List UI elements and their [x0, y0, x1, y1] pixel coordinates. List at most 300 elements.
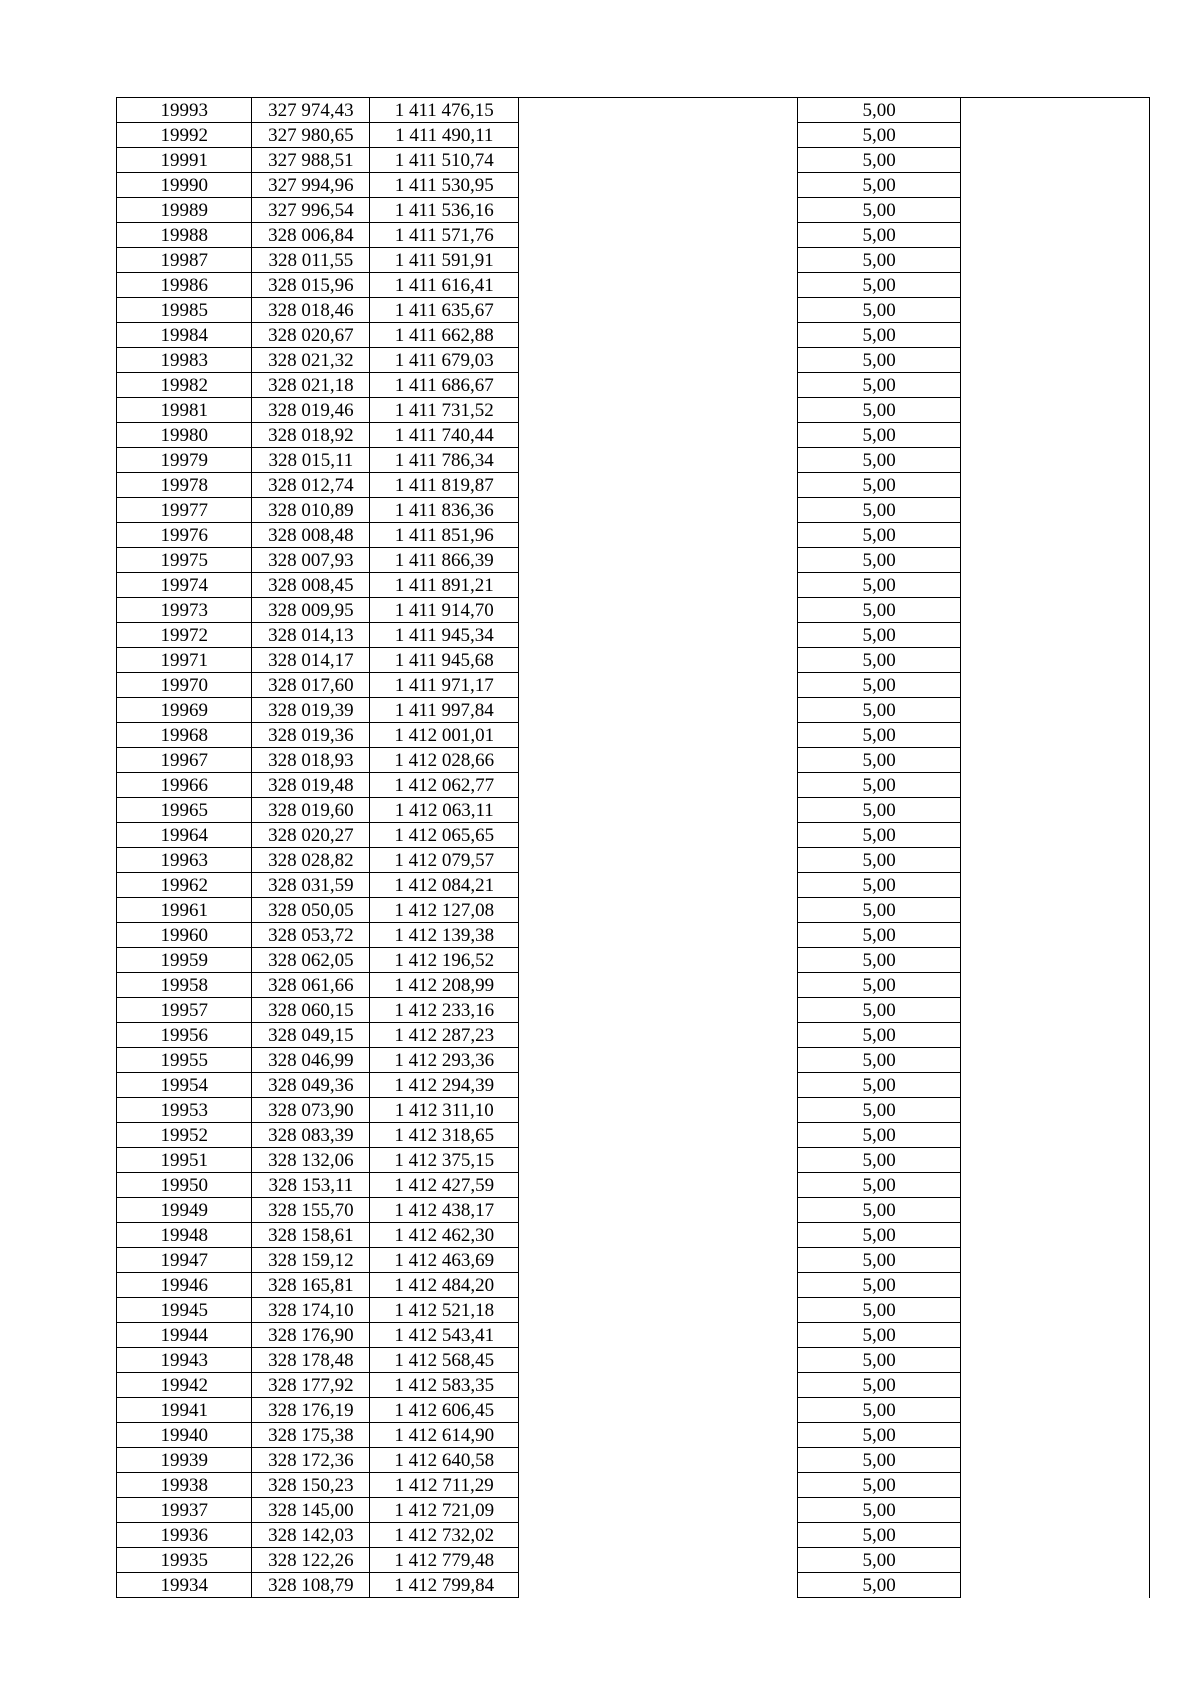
y-coordinate-cell: 1 412 799,84 — [370, 1573, 519, 1598]
description-cell — [519, 148, 798, 173]
accuracy-cell: 5,00 — [798, 698, 961, 723]
x-coordinate-cell: 328 021,18 — [252, 373, 370, 398]
point-number-cell: 19969 — [117, 698, 252, 723]
y-coordinate-cell: 1 412 139,38 — [370, 923, 519, 948]
y-coordinate-cell: 1 412 065,65 — [370, 823, 519, 848]
description-cell — [519, 948, 798, 973]
table-row — [117, 273, 1150, 298]
table-row — [117, 998, 1150, 1023]
description-cell — [519, 248, 798, 273]
x-coordinate-cell: 327 974,43 — [252, 98, 370, 123]
table-row — [117, 98, 1150, 123]
point-number-cell: 19941 — [117, 1398, 252, 1423]
point-number-cell: 19955 — [117, 1048, 252, 1073]
note-cell — [961, 1173, 1150, 1198]
description-cell — [519, 1123, 798, 1148]
point-number-cell: 19971 — [117, 648, 252, 673]
x-coordinate-cell: 328 060,15 — [252, 998, 370, 1023]
note-cell — [961, 498, 1150, 523]
x-coordinate-cell: 328 122,26 — [252, 1548, 370, 1573]
note-cell — [961, 1348, 1150, 1373]
point-number-cell: 19956 — [117, 1023, 252, 1048]
note-cell — [961, 473, 1150, 498]
table-row — [117, 1223, 1150, 1248]
table-row — [117, 1073, 1150, 1098]
point-number-cell: 19986 — [117, 273, 252, 298]
y-coordinate-cell: 1 412 614,90 — [370, 1423, 519, 1448]
table-row — [117, 798, 1150, 823]
x-coordinate-cell: 328 178,48 — [252, 1348, 370, 1373]
accuracy-cell: 5,00 — [798, 1048, 961, 1073]
accuracy-cell: 5,00 — [798, 498, 961, 523]
note-cell — [961, 698, 1150, 723]
x-coordinate-cell: 328 014,17 — [252, 648, 370, 673]
note-cell — [961, 573, 1150, 598]
x-coordinate-cell: 328 132,06 — [252, 1148, 370, 1173]
point-number-cell: 19958 — [117, 973, 252, 998]
accuracy-cell: 5,00 — [798, 973, 961, 998]
description-cell — [519, 298, 798, 323]
accuracy-cell: 5,00 — [798, 273, 961, 298]
note-cell — [961, 1548, 1150, 1573]
x-coordinate-cell: 328 019,36 — [252, 723, 370, 748]
accuracy-cell: 5,00 — [798, 623, 961, 648]
description-cell — [519, 1223, 798, 1248]
note-cell — [961, 423, 1150, 448]
note-cell — [961, 548, 1150, 573]
description-cell — [519, 1173, 798, 1198]
note-cell — [961, 1248, 1150, 1273]
x-coordinate-cell: 328 018,92 — [252, 423, 370, 448]
point-number-cell: 19954 — [117, 1073, 252, 1098]
description-cell — [519, 673, 798, 698]
description-cell — [519, 473, 798, 498]
x-coordinate-cell: 328 011,55 — [252, 248, 370, 273]
description-cell — [519, 898, 798, 923]
accuracy-cell: 5,00 — [798, 1523, 961, 1548]
table-row — [117, 748, 1150, 773]
point-number-cell: 19974 — [117, 573, 252, 598]
point-number-cell: 19992 — [117, 123, 252, 148]
accuracy-cell: 5,00 — [798, 773, 961, 798]
description-cell — [519, 723, 798, 748]
y-coordinate-cell: 1 412 063,11 — [370, 798, 519, 823]
y-coordinate-cell: 1 411 866,39 — [370, 548, 519, 573]
table-row — [117, 1373, 1150, 1398]
note-cell — [961, 98, 1150, 123]
accuracy-cell: 5,00 — [798, 873, 961, 898]
point-number-cell: 19993 — [117, 98, 252, 123]
note-cell — [961, 1423, 1150, 1448]
note-cell — [961, 873, 1150, 898]
description-cell — [519, 1198, 798, 1223]
y-coordinate-cell: 1 412 293,36 — [370, 1048, 519, 1073]
table-row — [117, 923, 1150, 948]
y-coordinate-cell: 1 412 427,59 — [370, 1173, 519, 1198]
point-number-cell: 19952 — [117, 1123, 252, 1148]
note-cell — [961, 973, 1150, 998]
description-cell — [519, 98, 798, 123]
y-coordinate-cell: 1 411 536,16 — [370, 198, 519, 223]
x-coordinate-cell: 328 015,96 — [252, 273, 370, 298]
accuracy-cell: 5,00 — [798, 398, 961, 423]
table-row — [117, 1348, 1150, 1373]
x-coordinate-cell: 328 050,05 — [252, 898, 370, 923]
point-number-cell: 19983 — [117, 348, 252, 373]
y-coordinate-cell: 1 412 711,29 — [370, 1473, 519, 1498]
description-cell — [519, 423, 798, 448]
table-row — [117, 1423, 1150, 1448]
note-cell — [961, 948, 1150, 973]
x-coordinate-cell: 328 108,79 — [252, 1573, 370, 1598]
y-coordinate-cell: 1 412 462,30 — [370, 1223, 519, 1248]
point-number-cell: 19953 — [117, 1098, 252, 1123]
table-row — [117, 1323, 1150, 1348]
accuracy-cell: 5,00 — [798, 923, 961, 948]
table-row — [117, 1148, 1150, 1173]
note-cell — [961, 1473, 1150, 1498]
point-number-cell: 19988 — [117, 223, 252, 248]
table-row — [117, 473, 1150, 498]
x-coordinate-cell: 328 145,00 — [252, 1498, 370, 1523]
point-number-cell: 19957 — [117, 998, 252, 1023]
table-row — [117, 1023, 1150, 1048]
description-cell — [519, 923, 798, 948]
x-coordinate-cell: 328 018,93 — [252, 748, 370, 773]
point-number-cell: 19963 — [117, 848, 252, 873]
point-number-cell: 19978 — [117, 473, 252, 498]
x-coordinate-cell: 328 062,05 — [252, 948, 370, 973]
y-coordinate-cell: 1 412 568,45 — [370, 1348, 519, 1373]
x-coordinate-cell: 328 177,92 — [252, 1373, 370, 1398]
y-coordinate-cell: 1 412 062,77 — [370, 773, 519, 798]
table-row — [117, 1273, 1150, 1298]
note-cell — [961, 273, 1150, 298]
note-cell — [961, 898, 1150, 923]
description-cell — [519, 698, 798, 723]
x-coordinate-cell: 328 008,48 — [252, 523, 370, 548]
table-row — [117, 398, 1150, 423]
point-number-cell: 19961 — [117, 898, 252, 923]
y-coordinate-cell: 1 412 640,58 — [370, 1448, 519, 1473]
note-cell — [961, 598, 1150, 623]
description-cell — [519, 498, 798, 523]
note-cell — [961, 673, 1150, 698]
accuracy-cell: 5,00 — [798, 823, 961, 848]
point-number-cell: 19967 — [117, 748, 252, 773]
y-coordinate-cell: 1 412 721,09 — [370, 1498, 519, 1523]
table-row — [117, 848, 1150, 873]
table-row — [117, 348, 1150, 373]
point-number-cell: 19985 — [117, 298, 252, 323]
note-cell — [961, 623, 1150, 648]
y-coordinate-cell: 1 412 779,48 — [370, 1548, 519, 1573]
note-cell — [961, 1123, 1150, 1148]
point-number-cell: 19936 — [117, 1523, 252, 1548]
table-row — [117, 1498, 1150, 1523]
table-row — [117, 1298, 1150, 1323]
y-coordinate-cell: 1 411 971,17 — [370, 673, 519, 698]
note-cell — [961, 798, 1150, 823]
note-cell — [961, 148, 1150, 173]
x-coordinate-cell: 327 996,54 — [252, 198, 370, 223]
point-number-cell: 19949 — [117, 1198, 252, 1223]
table-row — [117, 673, 1150, 698]
table-row — [117, 1448, 1150, 1473]
description-cell — [519, 748, 798, 773]
x-coordinate-cell: 328 049,36 — [252, 1073, 370, 1098]
table-row — [117, 448, 1150, 473]
table-row — [117, 598, 1150, 623]
table-row — [117, 623, 1150, 648]
accuracy-cell: 5,00 — [798, 1473, 961, 1498]
accuracy-cell: 5,00 — [798, 1323, 961, 1348]
y-coordinate-cell: 1 411 819,87 — [370, 473, 519, 498]
x-coordinate-cell: 328 158,61 — [252, 1223, 370, 1248]
accuracy-cell: 5,00 — [798, 148, 961, 173]
description-cell — [519, 173, 798, 198]
point-number-cell: 19975 — [117, 548, 252, 573]
description-cell — [519, 573, 798, 598]
note-cell — [961, 373, 1150, 398]
point-number-cell: 19981 — [117, 398, 252, 423]
note-cell — [961, 523, 1150, 548]
accuracy-cell: 5,00 — [798, 1573, 961, 1598]
accuracy-cell: 5,00 — [798, 248, 961, 273]
x-coordinate-cell: 328 028,82 — [252, 848, 370, 873]
y-coordinate-cell: 1 411 510,74 — [370, 148, 519, 173]
description-cell — [519, 323, 798, 348]
description-cell — [519, 1398, 798, 1423]
accuracy-cell: 5,00 — [798, 1398, 961, 1423]
y-coordinate-cell: 1 411 997,84 — [370, 698, 519, 723]
table-row — [117, 898, 1150, 923]
table-row — [117, 698, 1150, 723]
note-cell — [961, 923, 1150, 948]
accuracy-cell: 5,00 — [798, 373, 961, 398]
coordinates-table-body — [117, 98, 1150, 1598]
point-number-cell: 19970 — [117, 673, 252, 698]
y-coordinate-cell: 1 411 476,15 — [370, 98, 519, 123]
note-cell — [961, 1323, 1150, 1348]
x-coordinate-cell: 328 015,11 — [252, 448, 370, 473]
accuracy-cell: 5,00 — [798, 723, 961, 748]
note-cell — [961, 1573, 1150, 1598]
accuracy-cell: 5,00 — [798, 123, 961, 148]
description-cell — [519, 773, 798, 798]
table-row — [117, 1198, 1150, 1223]
table-row — [117, 523, 1150, 548]
y-coordinate-cell: 1 412 001,01 — [370, 723, 519, 748]
table-row — [117, 223, 1150, 248]
accuracy-cell: 5,00 — [798, 673, 961, 698]
point-number-cell: 19938 — [117, 1473, 252, 1498]
description-cell — [519, 1323, 798, 1348]
point-number-cell: 19937 — [117, 1498, 252, 1523]
y-coordinate-cell: 1 411 530,95 — [370, 173, 519, 198]
x-coordinate-cell: 328 020,67 — [252, 323, 370, 348]
note-cell — [961, 773, 1150, 798]
accuracy-cell: 5,00 — [798, 1023, 961, 1048]
description-cell — [519, 398, 798, 423]
accuracy-cell: 5,00 — [798, 948, 961, 973]
x-coordinate-cell: 328 006,84 — [252, 223, 370, 248]
accuracy-cell: 5,00 — [798, 1348, 961, 1373]
point-number-cell: 19964 — [117, 823, 252, 848]
x-coordinate-cell: 328 031,59 — [252, 873, 370, 898]
y-coordinate-cell: 1 412 318,65 — [370, 1123, 519, 1148]
y-coordinate-cell: 1 412 079,57 — [370, 848, 519, 873]
x-coordinate-cell: 328 019,48 — [252, 773, 370, 798]
accuracy-cell: 5,00 — [798, 223, 961, 248]
point-number-cell: 19951 — [117, 1148, 252, 1173]
table-row — [117, 1398, 1150, 1423]
note-cell — [961, 1223, 1150, 1248]
accuracy-cell: 5,00 — [798, 1498, 961, 1523]
accuracy-cell: 5,00 — [798, 848, 961, 873]
y-coordinate-cell: 1 411 679,03 — [370, 348, 519, 373]
table-row — [117, 498, 1150, 523]
point-number-cell: 19947 — [117, 1248, 252, 1273]
description-cell — [519, 523, 798, 548]
x-coordinate-cell: 328 165,81 — [252, 1273, 370, 1298]
y-coordinate-cell: 1 411 851,96 — [370, 523, 519, 548]
note-cell — [961, 1298, 1150, 1323]
x-coordinate-cell: 328 019,46 — [252, 398, 370, 423]
description-cell — [519, 1098, 798, 1123]
x-coordinate-cell: 328 053,72 — [252, 923, 370, 948]
note-cell — [961, 248, 1150, 273]
description-cell — [519, 973, 798, 998]
table-row — [117, 973, 1150, 998]
table-row — [117, 1098, 1150, 1123]
point-number-cell: 19944 — [117, 1323, 252, 1348]
y-coordinate-cell: 1 412 233,16 — [370, 998, 519, 1023]
x-coordinate-cell: 328 083,39 — [252, 1123, 370, 1148]
note-cell — [961, 823, 1150, 848]
point-number-cell: 19934 — [117, 1573, 252, 1598]
accuracy-cell: 5,00 — [798, 1248, 961, 1273]
y-coordinate-cell: 1 411 786,34 — [370, 448, 519, 473]
y-coordinate-cell: 1 412 196,52 — [370, 948, 519, 973]
accuracy-cell: 5,00 — [798, 1123, 961, 1148]
point-number-cell: 19972 — [117, 623, 252, 648]
accuracy-cell: 5,00 — [798, 548, 961, 573]
description-cell — [519, 1298, 798, 1323]
x-coordinate-cell: 328 021,32 — [252, 348, 370, 373]
accuracy-cell: 5,00 — [798, 298, 961, 323]
description-cell — [519, 198, 798, 223]
description-cell — [519, 1248, 798, 1273]
point-number-cell: 19987 — [117, 248, 252, 273]
table-row — [117, 373, 1150, 398]
y-coordinate-cell: 1 412 543,41 — [370, 1323, 519, 1348]
x-coordinate-cell: 328 175,38 — [252, 1423, 370, 1448]
y-coordinate-cell: 1 412 028,66 — [370, 748, 519, 773]
description-cell — [519, 348, 798, 373]
x-coordinate-cell: 328 020,27 — [252, 823, 370, 848]
table-row — [117, 123, 1150, 148]
description-cell — [519, 1473, 798, 1498]
note-cell — [961, 1023, 1150, 1048]
x-coordinate-cell: 328 172,36 — [252, 1448, 370, 1473]
description-cell — [519, 623, 798, 648]
accuracy-cell: 5,00 — [798, 198, 961, 223]
point-number-cell: 19977 — [117, 498, 252, 523]
note-cell — [961, 1498, 1150, 1523]
x-coordinate-cell: 328 017,60 — [252, 673, 370, 698]
accuracy-cell: 5,00 — [798, 473, 961, 498]
x-coordinate-cell: 328 008,45 — [252, 573, 370, 598]
note-cell — [961, 348, 1150, 373]
note-cell — [961, 1198, 1150, 1223]
x-coordinate-cell: 328 019,60 — [252, 798, 370, 823]
note-cell — [961, 223, 1150, 248]
accuracy-cell: 5,00 — [798, 173, 961, 198]
table-row — [117, 823, 1150, 848]
accuracy-cell: 5,00 — [798, 1198, 961, 1223]
accuracy-cell: 5,00 — [798, 323, 961, 348]
accuracy-cell: 5,00 — [798, 448, 961, 473]
point-number-cell: 19948 — [117, 1223, 252, 1248]
accuracy-cell: 5,00 — [798, 1073, 961, 1098]
table-row — [117, 1548, 1150, 1573]
point-number-cell: 19965 — [117, 798, 252, 823]
accuracy-cell: 5,00 — [798, 798, 961, 823]
table-row — [117, 1248, 1150, 1273]
accuracy-cell: 5,00 — [798, 1298, 961, 1323]
table-row — [117, 1473, 1150, 1498]
y-coordinate-cell: 1 411 662,88 — [370, 323, 519, 348]
accuracy-cell: 5,00 — [798, 348, 961, 373]
y-coordinate-cell: 1 412 084,21 — [370, 873, 519, 898]
y-coordinate-cell: 1 412 127,08 — [370, 898, 519, 923]
y-coordinate-cell: 1 412 463,69 — [370, 1248, 519, 1273]
description-cell — [519, 848, 798, 873]
y-coordinate-cell: 1 412 375,15 — [370, 1148, 519, 1173]
note-cell — [961, 648, 1150, 673]
description-cell — [519, 1448, 798, 1473]
x-coordinate-cell: 328 061,66 — [252, 973, 370, 998]
note-cell — [961, 1523, 1150, 1548]
table-row — [117, 323, 1150, 348]
description-cell — [519, 1373, 798, 1398]
note-cell — [961, 1148, 1150, 1173]
description-cell — [519, 1073, 798, 1098]
x-coordinate-cell: 328 046,99 — [252, 1048, 370, 1073]
description-cell — [519, 1023, 798, 1048]
description-cell — [519, 1573, 798, 1598]
table-row — [117, 948, 1150, 973]
note-cell — [961, 748, 1150, 773]
point-number-cell: 19966 — [117, 773, 252, 798]
description-cell — [519, 1523, 798, 1548]
y-coordinate-cell: 1 411 571,76 — [370, 223, 519, 248]
note-cell — [961, 1373, 1150, 1398]
x-coordinate-cell: 328 049,15 — [252, 1023, 370, 1048]
note-cell — [961, 398, 1150, 423]
note-cell — [961, 1098, 1150, 1123]
point-number-cell: 19939 — [117, 1448, 252, 1473]
x-coordinate-cell: 328 174,10 — [252, 1298, 370, 1323]
note-cell — [961, 123, 1150, 148]
accuracy-cell: 5,00 — [798, 423, 961, 448]
point-number-cell: 19962 — [117, 873, 252, 898]
y-coordinate-cell: 1 411 945,34 — [370, 623, 519, 648]
accuracy-cell: 5,00 — [798, 1173, 961, 1198]
point-number-cell: 19935 — [117, 1548, 252, 1573]
x-coordinate-cell: 328 159,12 — [252, 1248, 370, 1273]
